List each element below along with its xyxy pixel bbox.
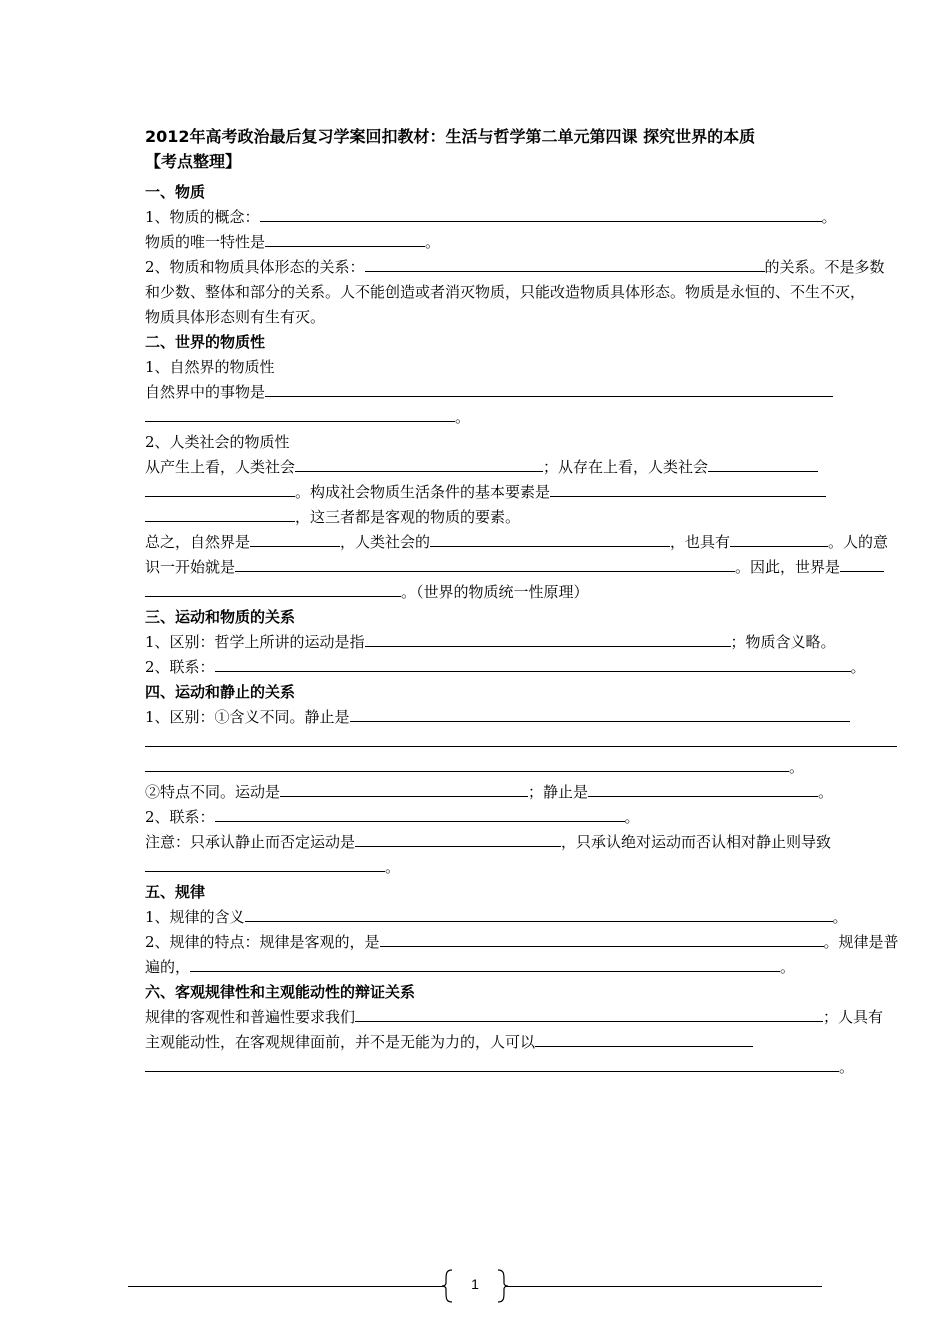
- blank-line[interactable]: [295, 457, 543, 472]
- s2-line4: 2、人类社会的物质性: [145, 433, 290, 451]
- text: 1、物质的概念：: [145, 208, 260, 226]
- blank-line[interactable]: [588, 782, 818, 797]
- blank-line[interactable]: [430, 532, 670, 547]
- text: ；从存在上看，人类社会: [543, 458, 709, 476]
- heading-motion-matter: 三、运动和物质的关系: [145, 608, 296, 626]
- text: 总之，自然界是: [145, 533, 251, 551]
- s4-line3: [145, 757, 804, 777]
- text: 注意：只承认静止而否定运动是: [145, 833, 356, 851]
- s3-line1: [145, 632, 836, 652]
- s4-line6: [145, 832, 831, 852]
- s4-line2: [145, 732, 897, 752]
- text: 。（世界的物质统一性原理）: [401, 583, 589, 601]
- text: ②特点不同。运动是: [145, 783, 281, 801]
- text: 主观能动性，在客观规律面前，并不是无能为力的，人可以: [145, 1033, 536, 1051]
- blank-line[interactable]: [145, 1057, 839, 1072]
- text: 2、联系：: [145, 658, 215, 676]
- blank-line[interactable]: [550, 482, 826, 497]
- s6-line1: [145, 1007, 883, 1027]
- s4-line1: [145, 707, 850, 727]
- blank-line[interactable]: [145, 757, 789, 772]
- blank-line[interactable]: [365, 257, 765, 272]
- text: 2、规律的特点：规律是客观的，是: [145, 933, 380, 951]
- blank-line[interactable]: [145, 482, 295, 497]
- text: ，也具有: [670, 533, 731, 551]
- blank-line[interactable]: [215, 807, 625, 822]
- text: 。: [789, 758, 805, 776]
- blank-line[interactable]: [350, 707, 850, 722]
- s4-line4: [145, 782, 833, 802]
- text: 2、联系：: [145, 808, 215, 826]
- text: 。: [850, 658, 866, 676]
- text: 。: [624, 808, 640, 826]
- text: 物质的唯一特性是: [145, 233, 266, 251]
- text: 。规律是普: [823, 933, 899, 951]
- s6-line3: [145, 1057, 854, 1077]
- blank-line[interactable]: [145, 582, 401, 597]
- blank-line[interactable]: [145, 857, 385, 872]
- blank-line[interactable]: [840, 557, 884, 572]
- blank-line[interactable]: [365, 632, 731, 647]
- footer-rule-right: [506, 1286, 822, 1287]
- s1-line5: 物质具体形态则有生有灭。: [145, 308, 326, 326]
- text: 。构成社会物质生活条件的基本要素是: [295, 483, 551, 501]
- text: 2、物质和物质具体形态的关系：: [145, 258, 365, 276]
- blank-line[interactable]: [250, 532, 340, 547]
- page-number-brace: [442, 1268, 508, 1304]
- text: 。人的意: [828, 533, 889, 551]
- blank-line[interactable]: [708, 457, 818, 472]
- s1-line1: [145, 207, 837, 227]
- blank-line[interactable]: [265, 232, 425, 247]
- text: ；静止是: [528, 783, 589, 801]
- text: ，只承认绝对运动而否认相对静止则导致: [561, 833, 832, 851]
- text: 。: [818, 783, 834, 801]
- s4-line7: [145, 857, 400, 877]
- blank-line[interactable]: [215, 657, 851, 672]
- s2-line9: [145, 557, 884, 577]
- blank-line[interactable]: [145, 732, 897, 747]
- text: 。: [832, 908, 848, 926]
- text: 。: [425, 233, 441, 251]
- text: 1、区别：哲学上所讲的运动是指: [145, 633, 365, 651]
- text: 识一开始就是: [145, 558, 236, 576]
- footer-rule-left: [128, 1286, 444, 1287]
- s2-line8: [145, 532, 888, 552]
- s1-line2: [145, 232, 440, 252]
- text: ，这三者都是客观的物质的要素。: [295, 508, 521, 526]
- text: 从产生上看，人类社会: [145, 458, 296, 476]
- blank-line[interactable]: [265, 382, 833, 397]
- text: ；物质含义略。: [730, 633, 836, 651]
- text: 遍的，: [145, 958, 191, 976]
- text: ；人具有: [823, 1008, 884, 1026]
- blank-line[interactable]: [380, 932, 824, 947]
- text: 的关系。不是多数: [764, 258, 885, 276]
- heading-matter: 一、物质: [145, 183, 206, 201]
- s4-line5: [145, 807, 640, 827]
- text: 。: [839, 1058, 855, 1076]
- s2-line3: [145, 407, 470, 427]
- blank-line[interactable]: [245, 907, 833, 922]
- blank-line[interactable]: [145, 407, 455, 422]
- s5-line3: [145, 957, 795, 977]
- heading-dialectical-relation: 六、客观规律性和主观能动性的辩证关系: [145, 983, 416, 1001]
- s2-line6: [145, 482, 826, 502]
- s5-line2: [145, 932, 899, 952]
- s2-line7: [145, 507, 520, 527]
- blank-line[interactable]: [730, 532, 828, 547]
- text: 自然界中的事物是: [145, 383, 266, 401]
- page-number: 1: [471, 1276, 479, 1292]
- text: 1、规律的含义: [145, 908, 245, 926]
- blank-line[interactable]: [190, 957, 780, 972]
- heading-motion-rest: 四、运动和静止的关系: [145, 683, 296, 701]
- s2-line10: [145, 582, 589, 602]
- blank-line[interactable]: [355, 1007, 823, 1022]
- text: 。: [821, 208, 837, 226]
- text: 规律的客观性和普遍性要求我们: [145, 1008, 356, 1026]
- blank-line[interactable]: [260, 207, 822, 222]
- s2-line2: [145, 382, 833, 402]
- s2-line1: 1、自然界的物质性: [145, 358, 275, 376]
- s6-line2: [145, 1032, 753, 1052]
- blank-line[interactable]: [145, 507, 295, 522]
- page-title: 2012年高考政治最后复习学案回扣教材：生活与哲学第二单元第四课 探究世界的本质: [145, 127, 756, 146]
- text: 。: [780, 958, 796, 976]
- s1-line3: [145, 257, 885, 277]
- blank-line[interactable]: [280, 782, 528, 797]
- blank-line[interactable]: [235, 557, 735, 572]
- text: 1、区别：①含义不同。静止是: [145, 708, 350, 726]
- s3-line2: [145, 657, 866, 677]
- s1-line4: 和少数、整体和部分的关系。人不能创造或者消灭物质，只能改造物质具体形态。物质是永恒的、不生不灭，: [145, 283, 866, 301]
- s5-line1: [145, 907, 848, 927]
- blank-line[interactable]: [355, 832, 561, 847]
- s2-line5: [145, 457, 818, 477]
- section-heading-main: 【考点整理】: [145, 152, 242, 171]
- text: 。: [455, 408, 471, 426]
- heading-law: 五、规律: [145, 883, 206, 901]
- blank-line[interactable]: [535, 1032, 753, 1047]
- text: 。: [385, 858, 401, 876]
- text: 。因此，世界是: [735, 558, 841, 576]
- heading-world-materiality: 二、世界的物质性: [145, 333, 266, 351]
- text: ，人类社会的: [340, 533, 431, 551]
